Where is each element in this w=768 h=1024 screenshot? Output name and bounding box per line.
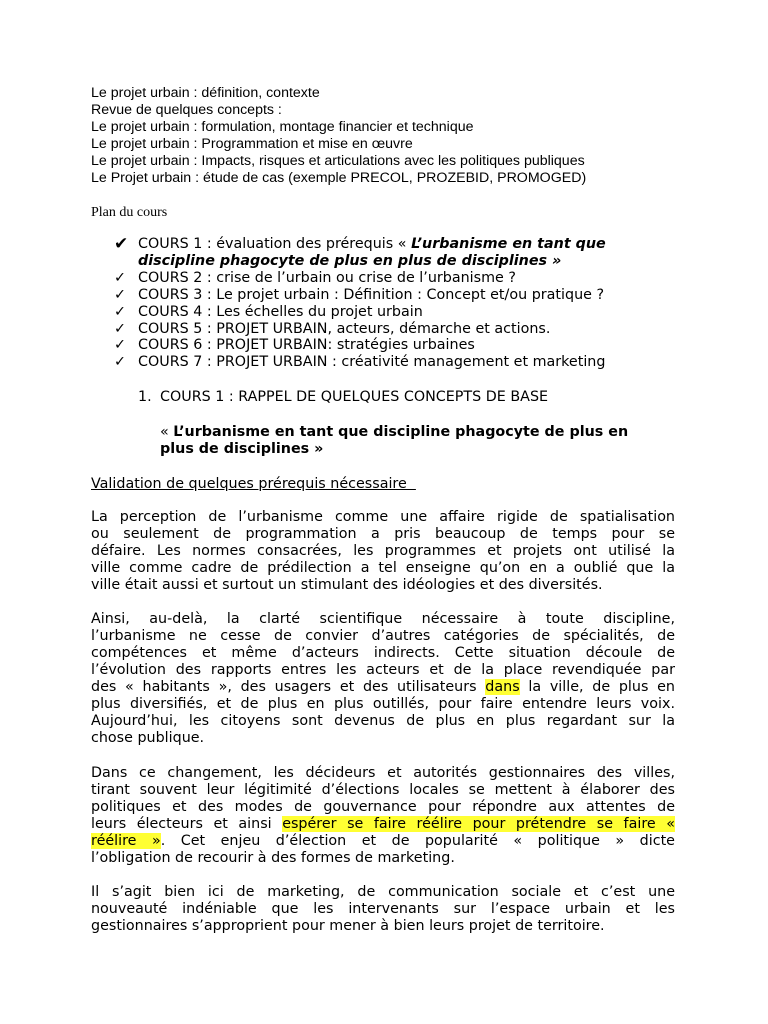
checkmark-icon: ✓ bbox=[114, 320, 126, 337]
highlighted-text: réélire » bbox=[91, 833, 161, 849]
paragraph bbox=[91, 884, 675, 935]
paragraph-line: ville comme cadre de prédilection a tel enseigne qu’on en a oublié que la bbox=[91, 560, 675, 576]
line-text: . Cet enjeu d’élection et de popularité « politique » dicte bbox=[160, 833, 675, 849]
quote-close: » bbox=[309, 441, 324, 457]
checkmark-icon: ✓ bbox=[114, 354, 126, 371]
paragraph-line: chose publique. bbox=[91, 730, 205, 746]
intro-line: Le projet urbain : formulation, montage financier et technique bbox=[91, 118, 474, 135]
intro-line: Revue de quelques concepts : bbox=[91, 101, 282, 118]
course-quote bbox=[160, 424, 678, 458]
course-label: COURS 2 : crise de l’urbain ou crise de l’urbanisme ? bbox=[138, 269, 516, 286]
paragraph-line: Dans ce changement, les décideurs et autorités gestionnaires des villes, bbox=[91, 765, 675, 781]
paragraph bbox=[91, 765, 675, 867]
intro-line: Le projet urbain : Programmation et mise en œuvre bbox=[91, 135, 413, 152]
paragraph-line: ville était aussi et surtout un stimulant des idéologies et des diversités. bbox=[91, 577, 603, 593]
course-checklist bbox=[114, 236, 676, 371]
intro-line: Le projet urbain : Impacts, risques et articulations avec les politiques publiques bbox=[91, 152, 585, 169]
paragraph-line: l’évolution des rapports entres les acteurs et de la place revendiquée par bbox=[91, 662, 675, 678]
quote-open: « bbox=[160, 424, 174, 440]
section-title: Validation de quelques prérequis nécessaire bbox=[91, 476, 416, 492]
paragraph-line bbox=[91, 833, 675, 850]
checkmark-icon: ✓ bbox=[114, 303, 126, 320]
paragraph-line bbox=[91, 679, 675, 696]
checkmark-icon: ✓ bbox=[114, 337, 126, 354]
line-text: des « habitants », des usagers et des utilisateurs bbox=[91, 679, 486, 695]
course-item bbox=[114, 321, 676, 338]
paragraph-line: Ainsi, au-delà, la clarté scientifique nécessaire à toute discipline, bbox=[91, 611, 675, 627]
course-label: COURS 6 : PROJET URBAIN: stratégies urbaines bbox=[138, 337, 475, 354]
numbered-heading bbox=[138, 389, 548, 406]
course-label: COURS 7 : PROJET URBAIN : créativité management et marketing bbox=[138, 354, 606, 371]
checkmark-icon: ✓ bbox=[114, 286, 126, 303]
course-label: COURS 4 : Les échelles du projet urbain bbox=[138, 303, 423, 320]
highlighted-text: dans bbox=[485, 679, 520, 695]
plan-title: Plan du cours bbox=[91, 205, 168, 220]
paragraph-line: ou seulement de programmation a pris beaucoup de temps pour se bbox=[91, 526, 675, 542]
paragraph-line: politiques et des modes de gouvernance pour répondre aux attentes de bbox=[91, 799, 675, 815]
paragraph-line: Il s’agit bien ici de marketing, de communication sociale et c’est une bbox=[91, 884, 675, 900]
course-1-title-cont: discipline phagocyte de plus en plus de disciplines bbox=[138, 252, 548, 269]
course-item bbox=[114, 354, 676, 371]
paragraph-line: Aujourd’hui, les citoyens sont devenus de plus en plus regardant sur la bbox=[91, 713, 675, 729]
line-text: leurs électeurs et ainsi bbox=[91, 816, 283, 832]
line-text: la ville, de plus en bbox=[519, 679, 675, 695]
course-1-prefix: COURS 1 : évaluation des prérequis « bbox=[138, 236, 412, 252]
paragraph-line bbox=[91, 816, 675, 833]
course-1-title: L’urbanisme en tant que bbox=[411, 236, 606, 252]
paragraph-line: plus diversifiés, et de plus en plus outillés, pour faire entendre leurs voix. bbox=[91, 696, 675, 712]
course-item bbox=[114, 304, 676, 321]
paragraph-line: l’urbanisme ne cesse de convier d’autres catégories de spécialités, de bbox=[91, 628, 675, 644]
paragraph-line: nouveauté indéniable que les intervenants sur l’espace urbain et les bbox=[91, 901, 675, 917]
paragraph-line: tirant souvent leur légitimité d’élections locales se mettent à élaborer des bbox=[91, 782, 675, 798]
course-1-suffix: » bbox=[547, 252, 562, 269]
course-label: COURS 5 : PROJET URBAIN, acteurs, démarche et actions. bbox=[138, 320, 551, 337]
checkmark-icon: ✓ bbox=[114, 269, 126, 286]
paragraph-line: l’obligation de recourir à des formes de marketing. bbox=[91, 850, 455, 866]
highlighted-text: espérer se faire réélire pour prétendre se faire « bbox=[282, 816, 675, 832]
paragraph-line: compétences et même d’acteurs indirects. Cette situation découle de bbox=[91, 645, 675, 661]
intro-line: Le projet urbain : définition, contexte bbox=[91, 85, 320, 101]
paragraph bbox=[91, 611, 675, 747]
quote-text: L’urbanisme en tant que discipline phagocyte de plus en bbox=[173, 424, 629, 440]
course-item bbox=[114, 270, 676, 287]
course-item bbox=[114, 287, 676, 304]
intro-list bbox=[91, 85, 691, 186]
quote-text-cont: plus de disciplines bbox=[160, 441, 310, 457]
paragraph-line: gestionnaires s’approprient pour mener à bien leurs projet de territoire. bbox=[91, 918, 605, 934]
paragraph bbox=[91, 509, 675, 594]
course-label: COURS 3 : Le projet urbain : Définition : Concept et/ou pratique ? bbox=[138, 286, 605, 303]
heading-number: 1. bbox=[138, 389, 152, 405]
paragraph-line: La perception de l’urbanisme comme une affaire rigide de spatialisation bbox=[91, 509, 675, 525]
course-item bbox=[114, 236, 676, 270]
course-item bbox=[114, 337, 676, 354]
intro-line: Le Projet urbain : étude de cas (exemple PRECOL, PROZEBID, PROMOGED) bbox=[91, 169, 587, 186]
heading-text: COURS 1 : RAPPEL DE QUELQUES CONCEPTS DE BASE bbox=[160, 389, 549, 405]
checkmark-icon: ✔ bbox=[114, 234, 129, 254]
paragraph-line: défaire. Les normes consacrées, les programmes et projets ont utilisé la bbox=[91, 543, 675, 559]
